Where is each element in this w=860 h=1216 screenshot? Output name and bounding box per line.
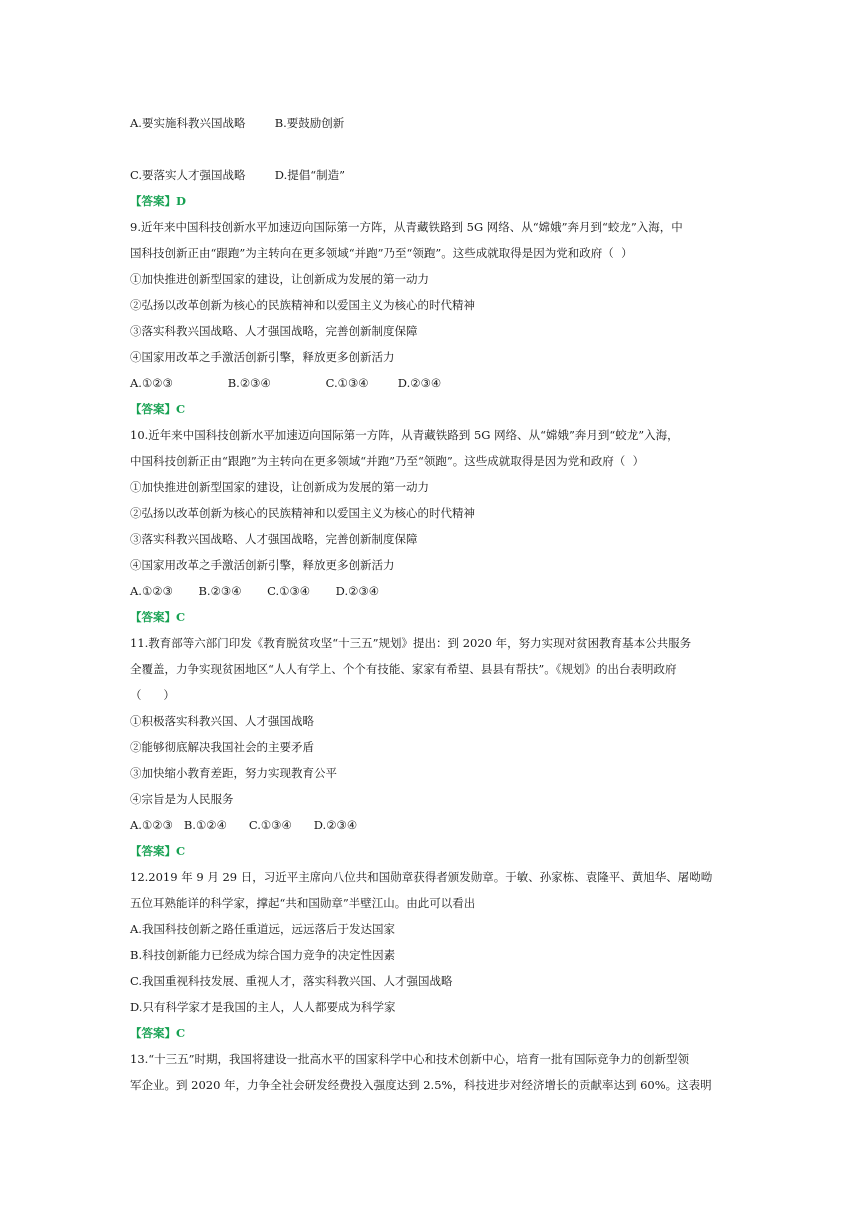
q10-option-1: ①加快推进创新型国家的建设，让创新成为发展的第一动力 [130,480,429,494]
q10-option-4: ④国家用改革之手激活创新引擎，释放更多创新活力 [130,558,395,572]
answer-value: C [176,844,186,858]
q11-choices: A.①②③ B.①②④ C.①③④ D.②③④ [130,818,358,832]
q11-option-2: ②能够彻底解决我国社会的主要矛盾 [130,740,314,754]
q10-stem-line2: 中国科技创新正由“跟跑”为主转向在更多领域“并跑”乃至“领跑”。这些成就取得是因为党和政府（ ） [130,454,645,468]
answer-label: 【答案】 [130,1026,176,1040]
q10-option-2: ②弘扬以改革创新为核心的民族精神和以爱国主义为核心的时代精神 [130,506,475,520]
q9-option-1: ①加快推进创新型国家的建设，让创新成为发展的第一动力 [130,272,429,286]
q10-answer [130,610,185,624]
answer-label: 【答案】 [130,402,176,416]
q10-choices: A.①②③ B.②③④ C.①③④ D.②③④ [130,584,380,598]
answer-label: 【答案】 [130,844,176,858]
answer-value: C [176,1026,186,1040]
q9-choices: A.①②③ B.②③④ C.①③④ D.②③④ [130,376,442,390]
q9-option-2: ②弘扬以改革创新为核心的民族精神和以爱国主义为核心的时代精神 [130,298,475,312]
q11-answer [130,844,185,858]
q8-options-ab: A.要实施科教兴国战略 B.要鼓励创新 [130,116,345,130]
q9-answer [130,402,185,416]
q12-answer [130,1026,185,1040]
q8-answer [130,194,186,208]
q9-stem-line1: 9.近年来中国科技创新水平加速迈向国际第一方阵，从青藏铁路到 5G 网络、从“嫦娥”奔月到“蛟龙”入海，中 [130,220,683,234]
q11-option-3: ③加快缩小教育差距，努力实现教育公平 [130,766,337,780]
q9-stem-line2: 国科技创新正由“跟跑”为主转向在更多领域“并跑”乃至“领跑”。这些成就取得是因为党和政府（ ） [130,246,633,260]
q12-option-d: D.只有科学家才是我国的主人，人人都要成为科学家 [130,1000,396,1014]
q13-stem-line2: 军企业。到 2020 年，力争全社会研发经费投入强度达到 2.5%，科技进步对经济增长的贡献率达到 60%。这表明 [130,1078,712,1092]
answer-value: C [176,610,186,624]
q13-stem-line1: 13.“十三五”时期，我国将建设一批高水平的国家科学中心和技术创新中心，培育一批有国际竞争力的创新型领 [130,1052,690,1066]
q10-option-3: ③落实科教兴国战略、人才强国战略，完善创新制度保障 [130,532,418,546]
q11-stem-line2: 全覆盖，力争实现贫困地区“人人有学上、个个有技能、家家有希望、县县有帮扶”。《规划》的出台表明政府 [130,662,677,676]
answer-label: 【答案】 [130,194,176,208]
q9-option-4: ④国家用改革之手激活创新引擎，释放更多创新活力 [130,350,395,364]
answer-value: D [176,194,186,208]
q11-stem-line1: 11.教育部等六部门印发《教育脱贫攻坚“十三五”规划》提出：到 2020 年，努力实现对贫困教育基本公共服务 [130,636,692,650]
answer-value: C [176,402,186,416]
q11-option-1: ①积极落实科教兴国、人才强国战略 [130,714,314,728]
q11-option-4: ④宗旨是为人民服务 [130,792,234,806]
q10-stem-line1: 10.近年来中国科技创新水平加速迈向国际第一方阵，从青藏铁路到 5G 网络、从“嫦娥”奔月到“蛟龙”入海， [130,428,679,442]
q12-stem-line1: 12.2019 年 9 月 29 日，习近平主席向八位共和国勋章获得者颁发勋章。于敏、孙家栋、袁隆平、黄旭华、屠呦呦 [130,870,713,884]
q12-stem-line2: 五位耳熟能详的科学家，撑起“共和国勋章”半壁江山。由此可以看出 [130,896,476,910]
q8-options-cd: C.要落实人才强国战略 D.提倡“制造” [130,168,346,182]
q12-option-c: C.我国重视科技发展、重视人才，落实科教兴国、人才强国战略 [130,974,453,988]
answer-label: 【答案】 [130,610,176,624]
q11-stem-line3: （ ） [130,688,175,702]
q12-option-b: B.科技创新能力已经成为综合国力竞争的决定性因素 [130,948,396,962]
q9-option-3: ③落实科教兴国战略、人才强国战略，完善创新制度保障 [130,324,418,338]
q12-option-a: A.我国科技创新之路任重道远，远远落后于发达国家 [130,922,395,936]
